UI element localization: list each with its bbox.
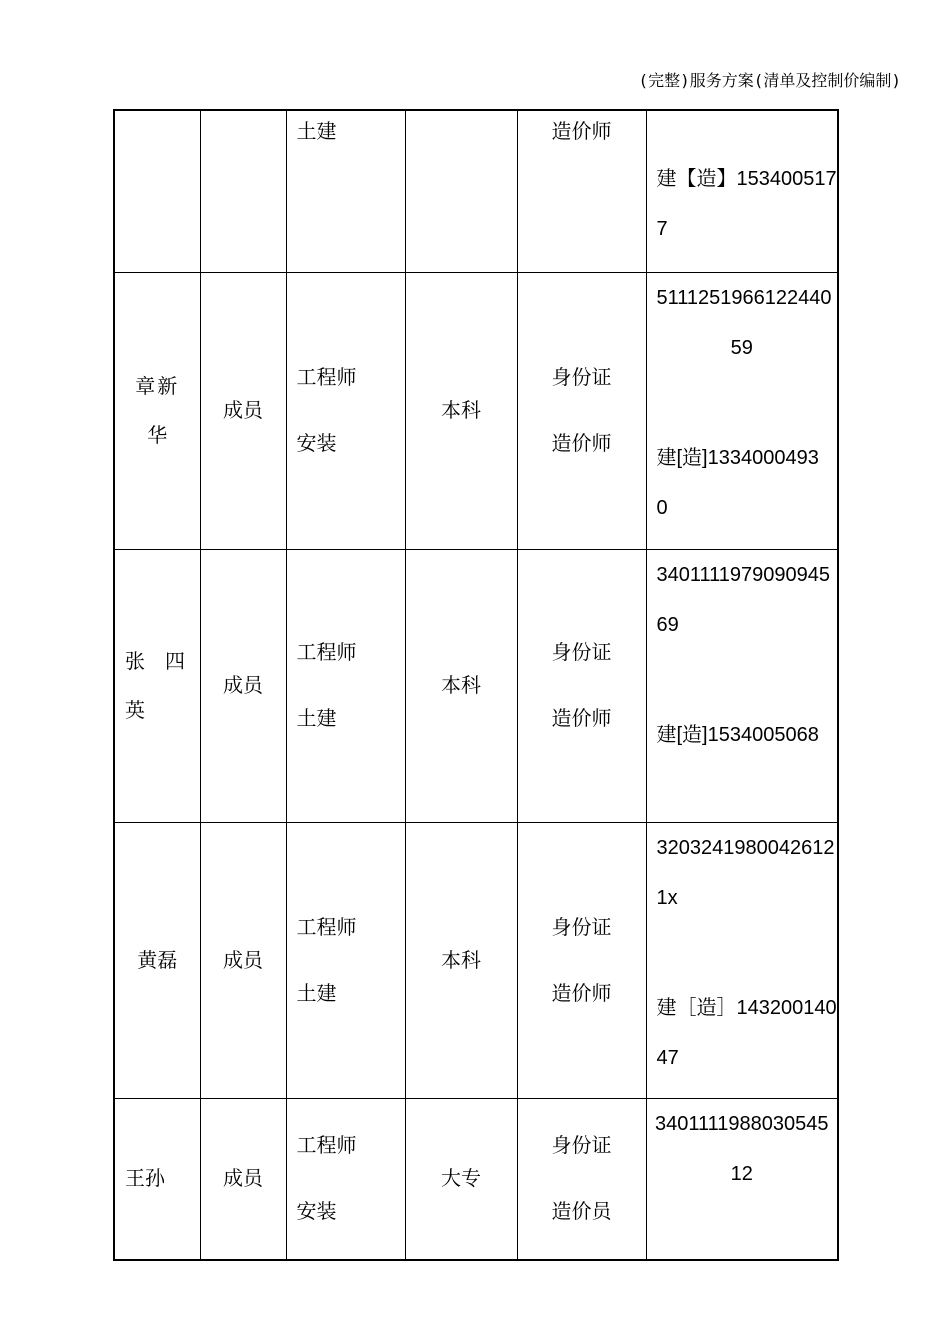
- number-line: 5111251966122440: [656, 286, 832, 309]
- cert-line: 身份证: [551, 914, 612, 939]
- education-text: 本科: [441, 947, 481, 972]
- role-cell: [200, 549, 286, 822]
- number-cell: [646, 822, 838, 1098]
- education-cell: [405, 110, 517, 272]
- number-cell: [646, 549, 838, 822]
- title-cell: [286, 110, 405, 272]
- role-text: 成员: [223, 398, 263, 422]
- role-cell: [200, 822, 286, 1098]
- number-line: 3401111988030545: [654, 1112, 829, 1135]
- table-row: [114, 272, 838, 549]
- title-line: 工程师: [296, 365, 357, 389]
- role-text: 成员: [223, 673, 263, 697]
- number-cell: [646, 110, 838, 272]
- cert-cell: [517, 110, 646, 272]
- title-line: 工程师: [296, 1133, 357, 1158]
- number-line: 12: [730, 1162, 753, 1185]
- number-line: 1x: [656, 886, 678, 909]
- number-cell: [646, 272, 838, 549]
- name-line: 张 四: [125, 648, 185, 673]
- table-row: [114, 1098, 838, 1260]
- role-cell: [200, 1098, 286, 1260]
- education-cell: [405, 272, 517, 549]
- number-line: 3401111979090945: [656, 563, 831, 586]
- cert-line: 身份证: [551, 640, 612, 664]
- role-cell: [200, 272, 286, 549]
- table-row: [114, 822, 838, 1098]
- name-cell: [114, 110, 200, 272]
- staff-table: [113, 109, 839, 1261]
- cert-line: 造价师: [551, 119, 612, 143]
- title-line: 土建: [296, 119, 337, 143]
- number-line: 建［造］143200140: [656, 996, 837, 1019]
- name-text: 王孙: [125, 1166, 165, 1191]
- cert-line: 身份证: [551, 365, 612, 389]
- role-text: 成员: [223, 1166, 263, 1191]
- title-line: 土建: [296, 980, 337, 1005]
- cert-cell: [517, 1098, 646, 1260]
- education-text: 大专: [441, 1166, 481, 1191]
- number-line: 建[造]1334000493: [656, 446, 819, 469]
- title-line: 工程师: [296, 640, 357, 664]
- number-line: 3203241980042612: [656, 836, 835, 859]
- number-line: 47: [656, 1046, 679, 1069]
- page-header-title: (完整)服务方案(清单及控制价编制): [638, 71, 901, 90]
- role-cell: [200, 110, 286, 272]
- name-cell: [114, 822, 200, 1098]
- cert-line: 造价员: [551, 1199, 612, 1224]
- title-cell: [286, 272, 405, 549]
- title-line: 土建: [296, 706, 337, 730]
- name-cell: [114, 1098, 200, 1260]
- cert-cell: [517, 272, 646, 549]
- education-cell: [405, 1098, 517, 1260]
- number-cell: [646, 1098, 838, 1260]
- cert-cell: [517, 549, 646, 822]
- title-cell: [286, 549, 405, 822]
- title-cell: [286, 822, 405, 1098]
- education-cell: [405, 822, 517, 1098]
- number-line: 59: [730, 336, 753, 359]
- name-line: 华: [147, 422, 168, 447]
- name-line: 章新: [135, 373, 180, 398]
- cert-line: 造价师: [551, 706, 612, 730]
- table-row: [114, 110, 838, 272]
- title-line: 工程师: [296, 914, 357, 939]
- number-line: 建[造]1534005068: [656, 723, 819, 746]
- table-row: [114, 549, 838, 822]
- title-line: 安装: [296, 1199, 337, 1224]
- role-text: 成员: [223, 947, 263, 972]
- number-line: 0: [656, 496, 668, 519]
- name-cell: [114, 549, 200, 822]
- title-cell: [286, 1098, 405, 1260]
- cert-line: 造价师: [551, 980, 612, 1005]
- cert-line: 造价师: [551, 431, 612, 455]
- number-line: 建【造】153400517: [656, 168, 837, 190]
- number-line: 69: [656, 613, 679, 636]
- cert-line: 身份证: [551, 1133, 612, 1158]
- cert-cell: [517, 822, 646, 1098]
- name-text: 黄磊: [137, 947, 178, 972]
- education-text: 本科: [441, 398, 481, 422]
- title-line: 安装: [296, 431, 337, 455]
- education-cell: [405, 549, 517, 822]
- name-cell: [114, 272, 200, 549]
- education-text: 本科: [441, 673, 481, 697]
- name-line: 英: [125, 697, 145, 722]
- number-line: 7: [656, 218, 668, 240]
